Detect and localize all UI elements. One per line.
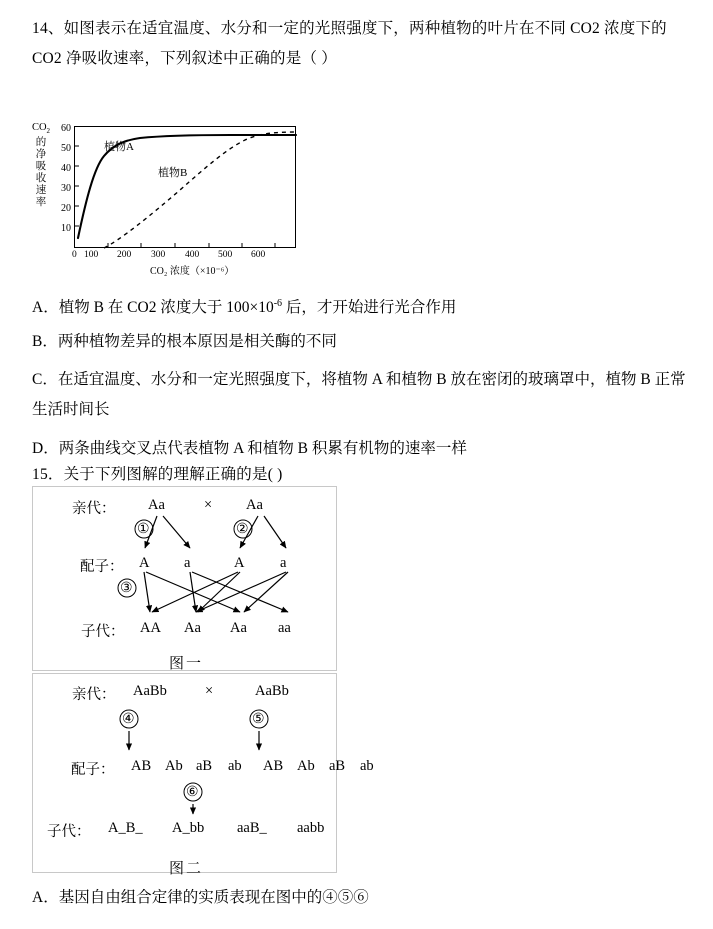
option-a-superscript: -6 [273, 298, 283, 309]
fig1-gamete-2: A [234, 555, 245, 571]
y-tick-10: 10 [61, 223, 71, 234]
y-label-char-4: 收 [35, 173, 47, 185]
fig1-offspring-3: aa [278, 620, 291, 636]
option-a-15: A．基因自由组合定律的实质表现在图中的④⑤⑥ [32, 889, 369, 906]
chart-frame-top [74, 126, 296, 127]
fig1-step-3: ③ [120, 581, 133, 596]
fig2-gamete-r1: Ab [297, 758, 315, 774]
fig2-parent-label: 亲代： [72, 687, 116, 703]
option-a-prefix: A． [32, 299, 59, 317]
option-a-text-1: 植物 B 在 CO2 浓度大于 100×10 [58, 299, 274, 317]
x-tick-200: 200 [117, 250, 132, 260]
fig1-parent-left: Aa [148, 497, 165, 513]
x-tick-600: 600 [251, 250, 266, 260]
question-15-number: 15． [32, 466, 64, 483]
y-label-char-1: 的 [35, 137, 47, 149]
fig2-gamete-label: 配子： [71, 762, 115, 778]
fig2-gamete-l1: Ab [165, 758, 183, 774]
fig1-offspring-0: AA [140, 620, 161, 636]
option-a-14 [32, 289, 692, 323]
fig2-step-6: ⑥ [186, 785, 199, 800]
fig2-offspring-3: aabb [297, 820, 325, 836]
y-tick-60: 60 [61, 123, 71, 134]
fig2-gamete-r3: ab [360, 758, 374, 774]
fig1-offspring-label: 子代： [81, 624, 125, 640]
figure-2-caption: 图二 [169, 861, 204, 877]
fig2-gamete-r2: aB [329, 758, 346, 774]
question-14-stem [32, 14, 692, 74]
y-label-char-5: 速 [35, 185, 47, 197]
co2-uptake-chart [30, 118, 350, 277]
fig2-gamete-l0: AB [131, 758, 152, 774]
y-label-char-3: 吸 [35, 161, 47, 173]
series-label-plant-b: 植物B [158, 167, 188, 179]
chart-x-axis-label: CO₂ 浓度（×10⁻⁶） [150, 266, 235, 277]
y-label-char-6: 率 [35, 197, 47, 209]
fig1-parent-label: 亲代： [72, 501, 116, 517]
fig1-parent-right: Aa [246, 497, 263, 513]
fig1-gamete-label: 配子： [80, 559, 124, 575]
option-b-14: B．两种植物差异的根本原因是相关酶的不同 [32, 333, 337, 350]
fig2-offspring-label: 子代： [47, 824, 91, 840]
option-a-text-2: 后，才开始进行光合作用 [282, 299, 457, 317]
fig1-offspring-2: Aa [230, 620, 247, 636]
fig2-parent-left: AaBb [133, 683, 167, 699]
chart-frame-right [295, 126, 296, 248]
x-tick-400: 400 [185, 250, 200, 260]
question-14-text: 如图表示在适宜温度、水分和一定的光照强度下，两种植物的叶片在不同 CO2 浓度下的 CO2 净吸收速率，下列叙述中正确的是（ ） [32, 20, 667, 67]
y-tick-40: 40 [61, 163, 71, 174]
option-d-14: D．两条曲线交叉点代表植物 A 和植物 B 积累有机物的速率一样 [32, 440, 467, 457]
fig2-gamete-r0: AB [263, 758, 284, 774]
x-tick-100: 100 [84, 250, 99, 260]
x-tick-0: 0 [72, 250, 77, 260]
fig1-step-2: ② [236, 522, 249, 537]
chart-y-ticks [52, 124, 72, 249]
fig2-gamete-l2: aB [196, 758, 213, 774]
fig2-offspring-2: aaB_ [237, 820, 267, 836]
y-label-char-0: $CO_2$ [31, 122, 51, 136]
question-15-text: 关于下列图解的理解正确的是( ) [63, 466, 283, 483]
fig1-gamete-0: A [139, 555, 150, 571]
x-tick-500: 500 [218, 250, 233, 260]
chart-y-axis-label [30, 122, 52, 209]
option-c-14: C．在适宜温度、水分和一定光照强度下，将植物 A 和植物 B 放在密闭的玻璃罩中，植物 B 正常生活时间长 [32, 371, 686, 418]
y-tick-20: 20 [61, 203, 71, 214]
fig2-step-5: ⑤ [252, 712, 265, 727]
fig2-gamete-l3: ab [228, 758, 242, 774]
fig2-cross-symbol: × [205, 683, 214, 699]
figure-1-caption: 图一 [169, 656, 204, 672]
fig2-offspring-1: A_bb [172, 820, 205, 836]
y-tick-30: 30 [61, 183, 71, 194]
fig1-step-1: ① [137, 522, 150, 537]
x-tick-300: 300 [151, 250, 166, 260]
question-14-number: 14、 [32, 20, 64, 37]
fig2-step-4: ④ [122, 712, 135, 727]
series-label-plant-a: 植物A [104, 141, 134, 153]
fig1-gamete-3: a [280, 555, 287, 571]
fig2-parent-right: AaBb [255, 683, 289, 699]
fig1-cross-symbol: × [204, 497, 213, 513]
y-tick-50: 50 [61, 143, 71, 154]
fig2-offspring-0: A_B_ [108, 820, 143, 836]
fig1-offspring-1: Aa [184, 620, 201, 636]
y-label-char-2: 净 [35, 149, 47, 161]
fig1-gamete-1: a [184, 555, 191, 571]
